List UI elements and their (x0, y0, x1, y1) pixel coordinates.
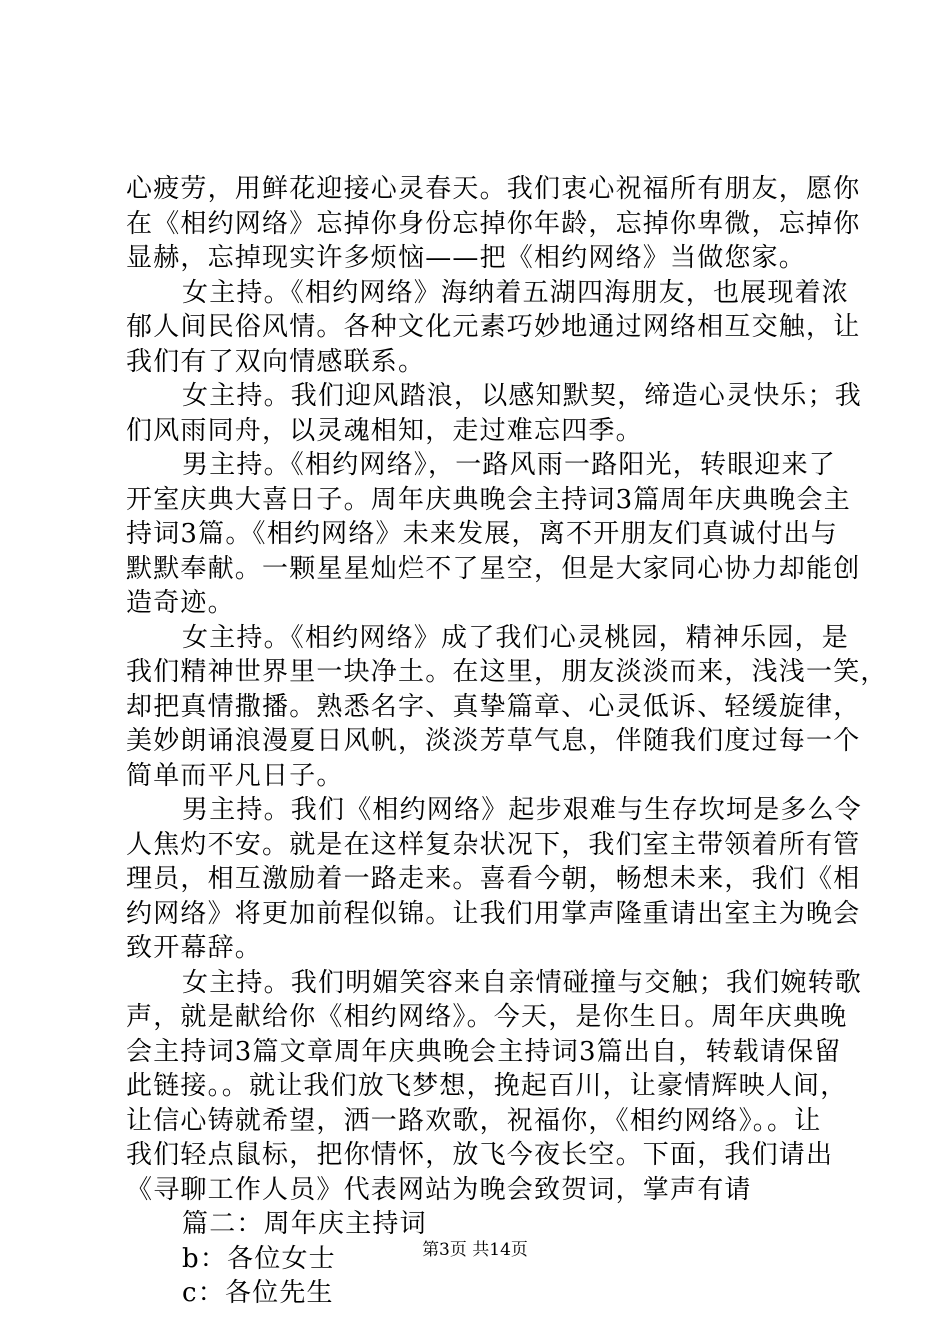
text-line: 女主持。我们明媚笑容来自亲情碰撞与交触；我们婉转歌 (182, 967, 863, 998)
text-line: 我们轻点鼠标，把你情怀，放飞今夜长空。下面，我们请出 (126, 1140, 834, 1170)
text-line: 显赫，忘掉现实许多烦恼——把《相约网络》当做您家。 (126, 243, 807, 273)
text-line: b：各位女士 (182, 1243, 336, 1274)
text-line: 却把真情撒播。熟悉名字、真挚篇章、心灵低诉、轻缓旋律， (126, 691, 861, 722)
text-line: 我们精神世界里一块净土。在这里，朋友淡淡而来，浅浅一笑， (126, 657, 888, 687)
text-line: 约网络》将更加前程似锦。让我们用掌声隆重请出室主为晚会 (126, 898, 861, 929)
text-line: 此链接。。就让我们放飞梦想，挽起百川，让豪情辉映人间， (126, 1071, 848, 1101)
text-line: 篇二：周年庆主持词 (182, 1209, 427, 1239)
text-line: 心疲劳，用鲜花迎接心灵春天。我们衷心祝福所有朋友，愿你 (126, 174, 861, 204)
text-line: 《寻聊工作人员》代表网站为晚会致贺词，掌声有请 (126, 1174, 752, 1205)
text-line: 人焦灼不安。就是在这样复杂状况下，我们室主带领着所有管 (126, 829, 861, 860)
text-line: 女主持。我们迎风踏浪，以感知默契，缔造心灵快乐；我 (182, 381, 863, 411)
text-line: 们风雨同舟，以灵魂相知，走过难忘四季。 (126, 415, 643, 446)
text-line: 郁人间民俗风情。各种文化元素巧妙地通过网络相互交触，让 (126, 312, 861, 342)
text-line: 男主持。《相约网络》，一路风雨一路阳光，转眼迎来了 (182, 450, 837, 480)
text-line: 女主持。《相约网络》成了我们心灵桃园，精神乐园，是 (182, 622, 850, 653)
text-line: 我们有了双向情感联系。 (126, 346, 426, 377)
text-line: 女主持。《相约网络》海纳着五湖四海朋友，也展现着浓 (182, 277, 850, 308)
text-line: 默默奉献。一颗星星灿烂不了星空，但是大家同心协力却能创 (126, 553, 861, 584)
text-line: 简单而平凡日子。 (126, 760, 344, 791)
text-line: 持词3篇。《相约网络》未来发展，离不开朋友们真诚付出与 (126, 519, 838, 549)
page-number-footer: 第3页 共14页 (422, 1240, 528, 1260)
text-line: 让信心铸就希望，洒一路欢歌，祝福你，《相约网络》。。让 (126, 1105, 822, 1136)
text-line: 开室庆典大喜日子。周年庆典晚会主持词3篇周年庆典晚会主 (126, 484, 851, 515)
text-line: 致开幕辞。 (126, 933, 263, 963)
text-line: 会主持词3篇文章周年庆典晚会主持词3篇出自，转载请保留 (126, 1036, 842, 1067)
text-line: c：各位先生 (182, 1278, 334, 1308)
text-line: 美妙朗诵浪漫夏日风帆，淡淡芳草气息，伴随我们度过每一个 (126, 726, 861, 756)
body-text (126, 172, 888, 1311)
text-line: 男主持。我们《相约网络》起步艰难与生存坎坷是多么令 (182, 795, 863, 825)
text-line: 在《相约网络》忘掉你身份忘掉你年龄，忘掉你卑微，忘掉你 (126, 208, 861, 239)
text-line: 造奇迹。 (126, 588, 235, 618)
text-line: 声，就是献给你《相约网络》。今天，是你生日。周年庆典晚 (126, 1002, 848, 1032)
text-line: 理员，相互激励着一路走来。喜看今朝，畅想未来，我们《相 (126, 864, 861, 894)
